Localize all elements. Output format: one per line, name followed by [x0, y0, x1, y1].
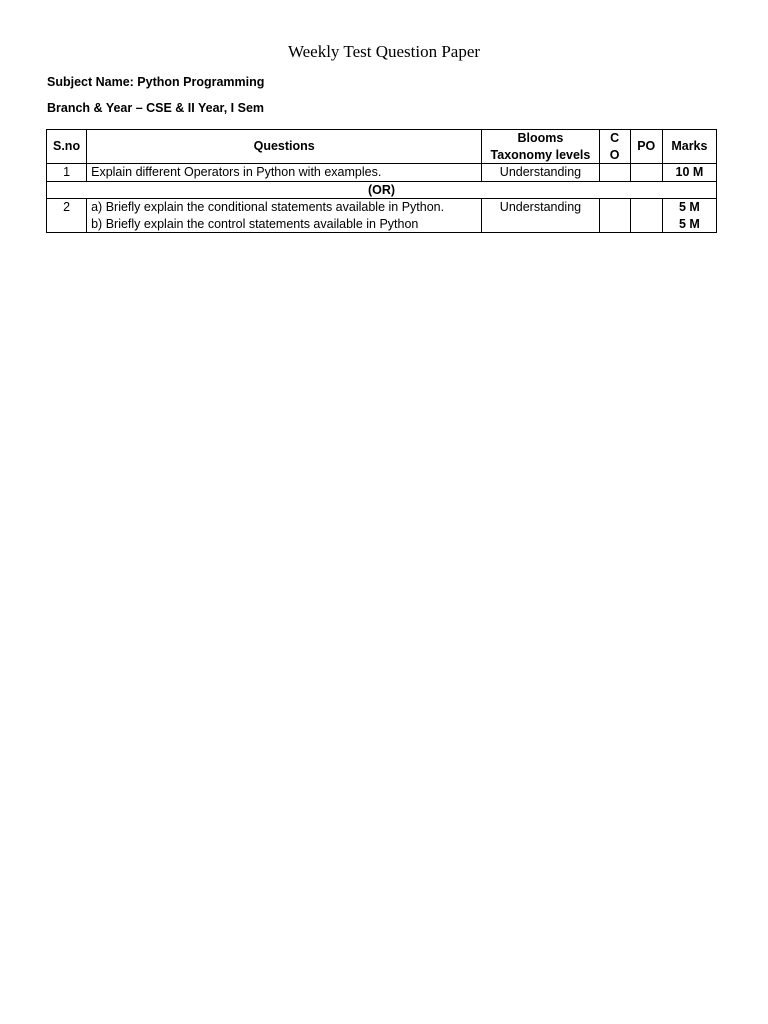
header-sno: S.no	[47, 130, 87, 164]
table-row	[47, 164, 717, 182]
row2-marks-b: 5 M	[678, 216, 700, 231]
row2-question-a: a) Briefly explain the conditional statements available in Python.	[91, 200, 445, 214]
table-row	[47, 199, 717, 233]
row1-sno: 1	[47, 164, 87, 182]
row1-co	[599, 164, 630, 182]
row2-marks	[662, 199, 716, 233]
row2-questions	[87, 199, 482, 233]
header-co-line1: C	[610, 131, 620, 145]
header-blooms-line1: Blooms	[517, 131, 564, 145]
row1-question: Explain different Operators in Python with examples.	[87, 164, 482, 182]
row1-po	[630, 164, 662, 182]
question-table	[46, 129, 717, 233]
page-title: Weekly Test Question Paper	[287, 42, 481, 61]
table-header-row	[47, 130, 717, 164]
header-questions: Questions	[87, 130, 482, 164]
header-marks: Marks	[662, 130, 716, 164]
header-po: PO	[630, 130, 662, 164]
row2-sno: 2	[47, 199, 87, 233]
header-co	[599, 130, 630, 164]
or-label: (OR)	[47, 181, 717, 199]
row2-question-b: b) Briefly explain the control statements available in Python	[91, 216, 419, 231]
row1-marks: 10 M	[662, 164, 716, 182]
header-blooms-line2: Taxonomy levels	[490, 147, 591, 162]
row2-blooms: Understanding	[482, 199, 599, 233]
or-row	[47, 181, 717, 199]
row1-blooms: Understanding	[482, 164, 599, 182]
row2-co	[599, 199, 630, 233]
branch-year: Branch & Year – CSE & II Year, I Sem	[47, 101, 265, 115]
header-co-line2: O	[609, 147, 620, 162]
subject-name: Subject Name: Python Programming	[47, 75, 265, 89]
row2-marks-a: 5 M	[678, 200, 700, 214]
row2-po	[630, 199, 662, 233]
header-blooms	[482, 130, 599, 164]
